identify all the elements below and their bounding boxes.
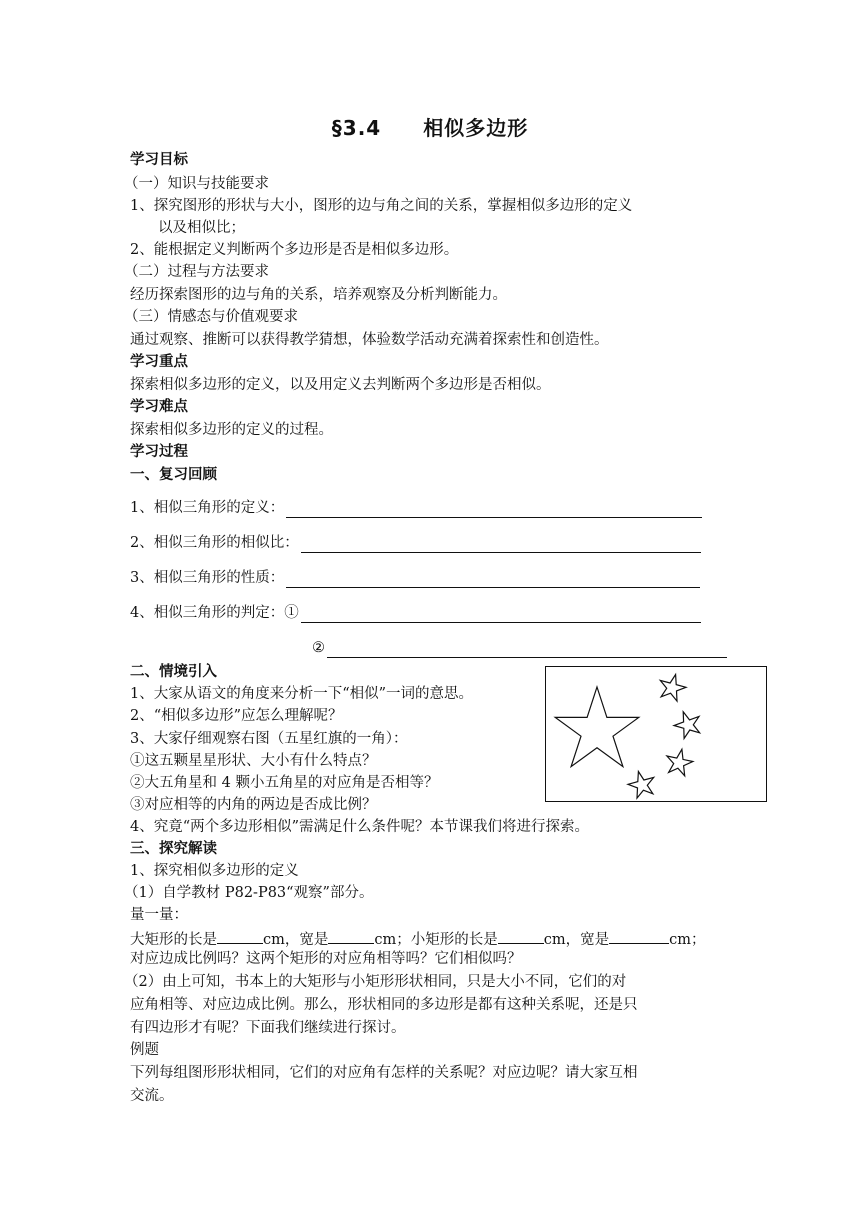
review-q2-label: 2、相似三角形的相似比： — [130, 535, 299, 551]
review-q4b-label: ② — [312, 640, 325, 656]
measure-text-2: cm，宽是 — [263, 932, 329, 948]
objectives-sub1: （一）知识与技能要求 — [124, 176, 269, 192]
measure-row — [130, 927, 706, 950]
review-q4-label: 4、相似三角形的判定：① — [130, 605, 299, 621]
objectives-text2: 经历探索图形的边与角的关系，培养观察及分析判断能力。 — [130, 287, 507, 303]
review-q4b-row — [312, 638, 727, 658]
objectives-item2: 2、能根据定义判断两个多边形是否是相似多边形。 — [130, 242, 459, 258]
review-q3-row — [130, 568, 700, 588]
measure-text-4: cm，宽是 — [543, 932, 610, 948]
intro-heading: 二、情境引入 — [130, 664, 217, 680]
explore-line-9: 例题 — [130, 1042, 159, 1058]
explore-line-11: 交流。 — [130, 1088, 174, 1104]
five-star-flag-corner-outline-icon — [546, 667, 768, 803]
small-star-icon — [660, 675, 686, 702]
process-heading: 学习过程 — [130, 444, 188, 460]
explore-line-1: 1、探究相似多边形的定义 — [130, 863, 299, 879]
big-star-icon — [555, 687, 639, 767]
objectives-sub2: （二）过程与方法要求 — [124, 264, 269, 280]
review-q4-answer-line-2[interactable] — [327, 638, 727, 658]
difficulty-heading: 学习难点 — [130, 399, 188, 415]
intro-line-5: ②大五角星和 4 颗小五角星的对应角是否相等？ — [130, 775, 439, 791]
review-q1-row — [130, 498, 702, 518]
explore-line-5: 对应边成比例吗？这两个矩形的对应角相等吗？它们相似吗？ — [130, 951, 522, 967]
objectives-item1-line1: 1、探究图形的形状与大小，图形的边与角之间的关系，掌握相似多边形的定义 — [130, 198, 633, 214]
small-star-icon — [667, 749, 693, 776]
review-q3-label: 3、相似三角形的性质： — [130, 570, 285, 586]
intro-line-1: 1、大家从语文的角度来分析一下“相似”一词的意思。 — [130, 686, 474, 702]
explore-line-8: 有四边形才有呢？下面我们继续进行探讨。 — [130, 1020, 406, 1036]
intro-line-2: 2、“相似多边形”应怎么理解呢？ — [130, 708, 343, 724]
big-rect-length-blank[interactable] — [217, 927, 263, 944]
explore-heading: 三、探究解读 — [130, 841, 217, 857]
explore-line-10: 下列每组图形形状相同，它们的对应角有怎样的关系呢？对应边呢？请大家互相 — [130, 1065, 638, 1081]
measure-text-5: cm； — [669, 932, 706, 948]
measure-text-3: cm；小矩形的长是 — [374, 932, 498, 948]
review-q3-answer-line[interactable] — [286, 568, 700, 588]
small-rect-width-blank[interactable] — [609, 927, 669, 944]
intro-line-6: ③对应相等的内角的两边是否成比例？ — [130, 797, 377, 813]
explore-line-3: 量一量： — [130, 907, 188, 923]
review-heading: 一、复习回顾 — [130, 467, 217, 483]
page-title: §3.4 相似多边形 — [331, 116, 529, 140]
review-q4-row — [130, 603, 701, 623]
objectives-heading: 学习目标 — [130, 152, 188, 168]
objectives-sub3: （三）情感态与价值观要求 — [124, 309, 298, 325]
measure-text-1: 大矩形的长是 — [130, 932, 217, 948]
review-q2-answer-line[interactable] — [301, 533, 701, 553]
explore-line-7: 应角相等、对应边成比例。那么，形状相同的多边形是都有这种关系呢，还是只 — [130, 997, 638, 1013]
flag-figure — [545, 666, 767, 802]
review-q4-answer-line-1[interactable] — [301, 603, 701, 623]
objectives-item1-line2: 以及相似比； — [158, 220, 245, 236]
review-q1-label: 1、相似三角形的定义： — [130, 500, 285, 516]
intro-line-4: ①这五颗星星形状、大小有什么特点？ — [130, 753, 377, 769]
small-star-icon — [674, 712, 700, 739]
explore-line-2: （1）自学教材 P82-P83“观察”部分。 — [124, 885, 374, 901]
big-rect-width-blank[interactable] — [328, 927, 374, 944]
small-star-icon — [628, 772, 654, 799]
intro-line-3: 3、大家仔细观察右图（五星红旗的一角）： — [130, 731, 408, 747]
intro-line-7: 4、究竟“两个多边形相似”需满足什么条件呢？本节课我们将进行探索。 — [130, 819, 590, 835]
small-rect-length-blank[interactable] — [498, 927, 544, 944]
key-point-heading: 学习重点 — [130, 354, 188, 370]
review-q1-answer-line[interactable] — [286, 498, 702, 518]
review-q2-row — [130, 533, 701, 553]
objectives-text3: 通过观察、推断可以获得教学猜想，体验数学活动充满着探索性和创造性。 — [130, 332, 609, 348]
key-point-text: 探索相似多边形的定义，以及用定义去判断两个多边形是否相似。 — [130, 377, 551, 393]
difficulty-text: 探索相似多边形的定义的过程。 — [130, 422, 333, 438]
explore-line-6: （2）由上可知，书本上的大矩形与小矩形形状相同，只是大小不同，它们的对 — [124, 974, 627, 990]
